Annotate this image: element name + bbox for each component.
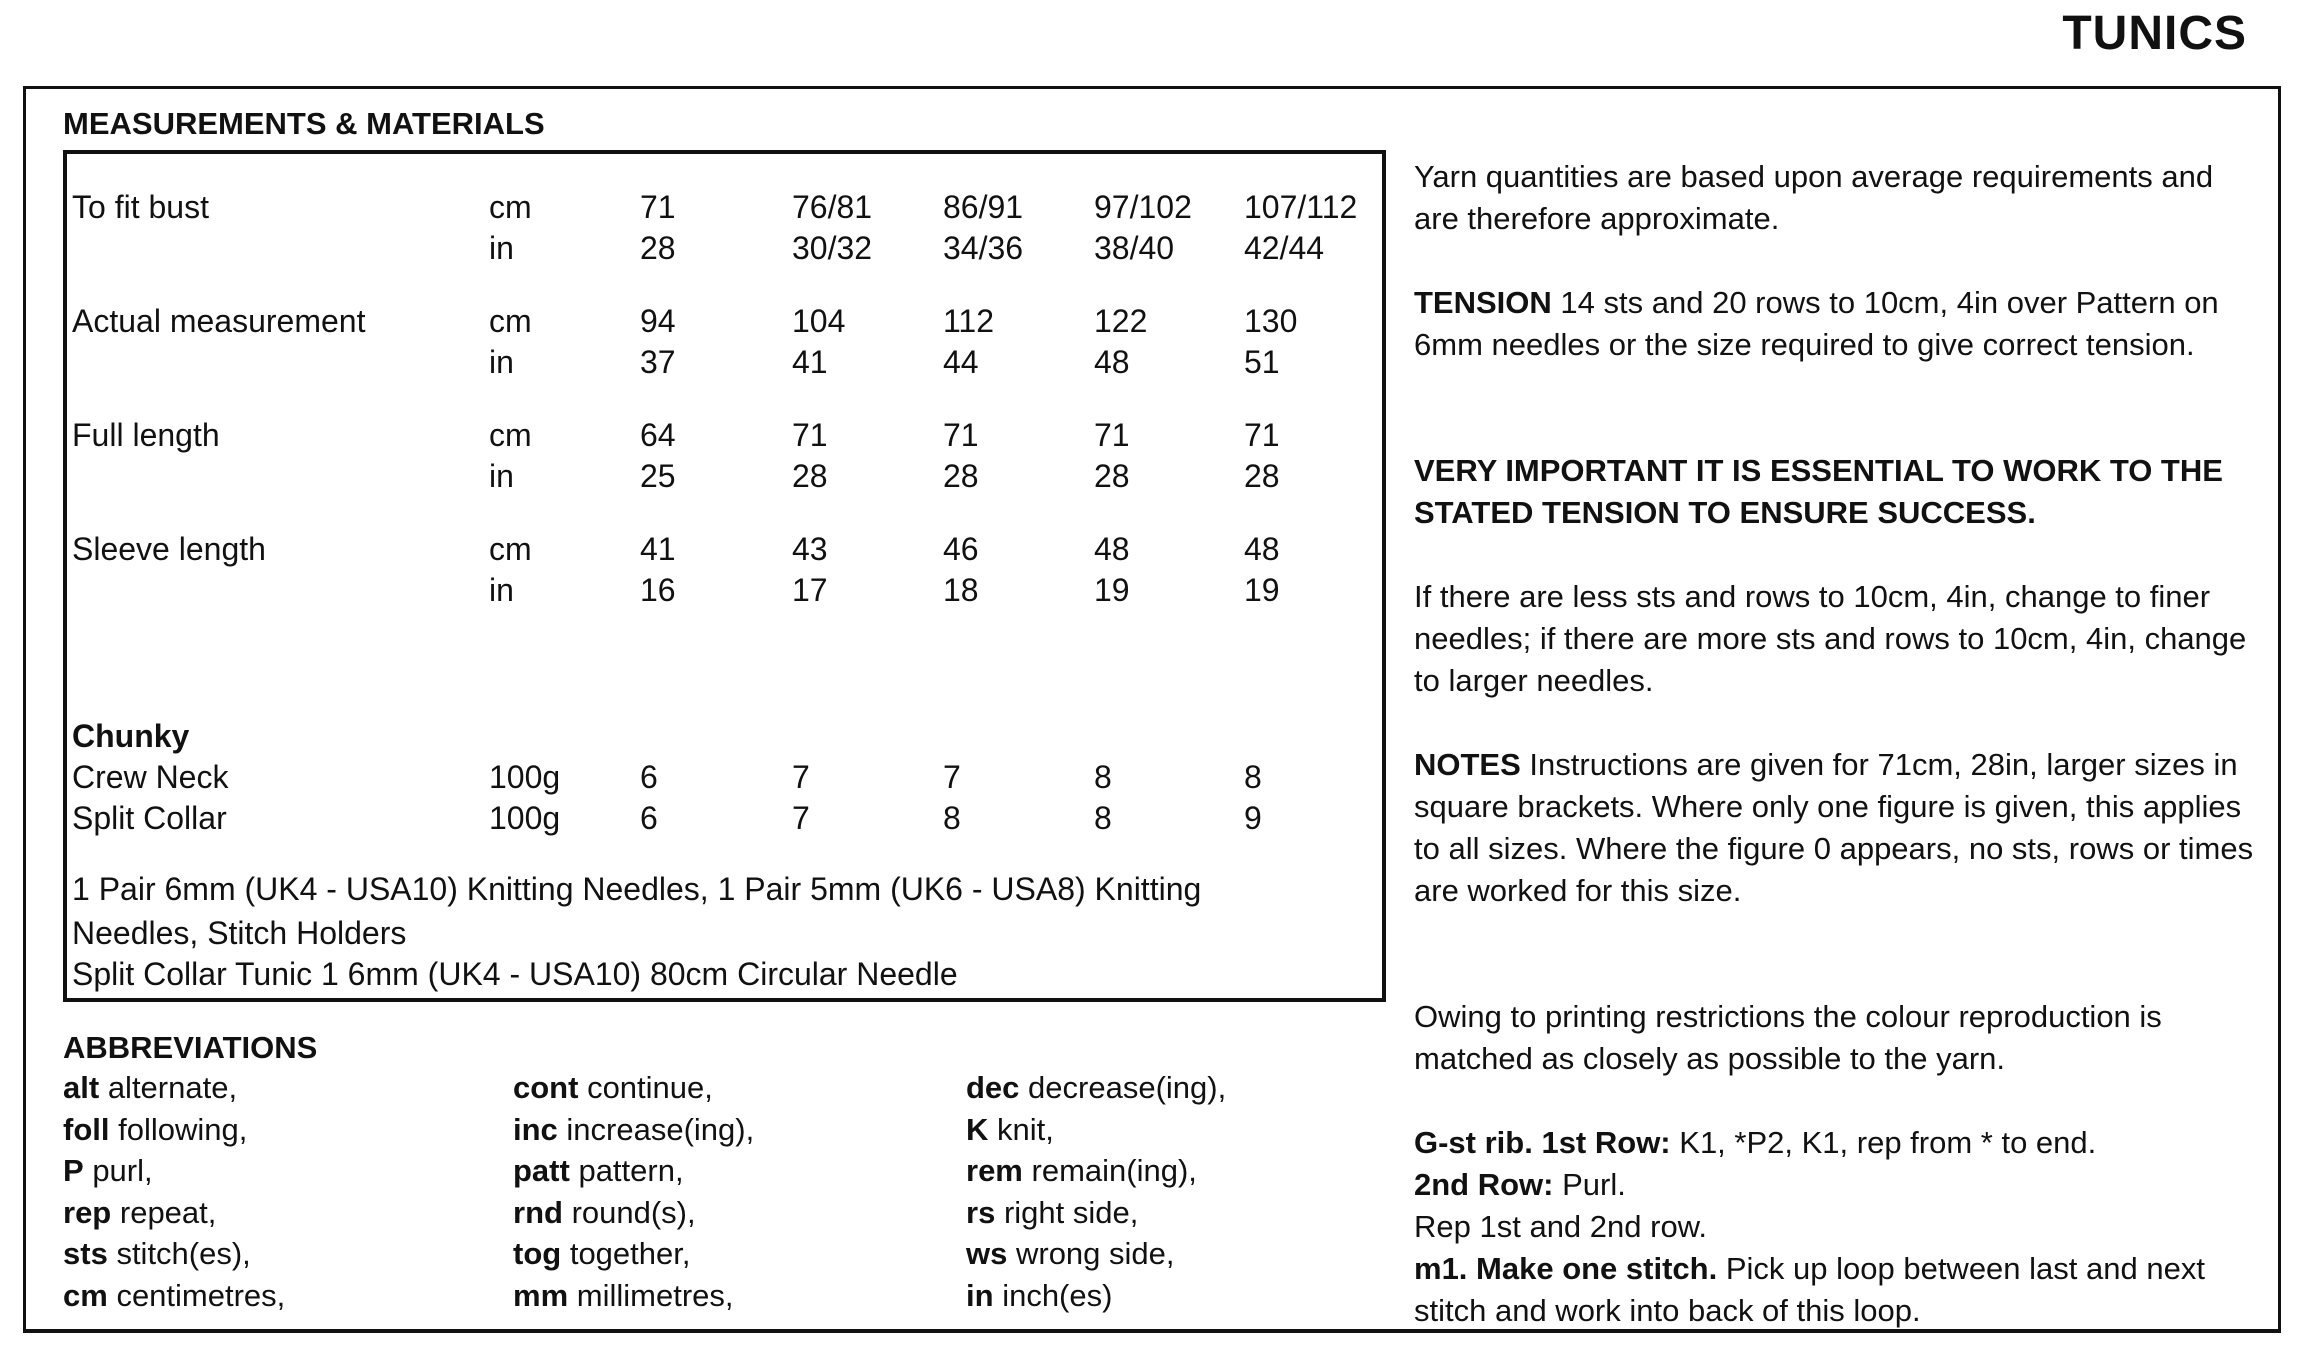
size-value: 48	[1094, 531, 1130, 567]
abbreviation-meaning: knit,	[997, 1111, 1054, 1147]
size-value: 46	[943, 531, 979, 567]
abbreviation-item	[966, 1238, 1175, 1269]
size-value: 71	[1244, 417, 1280, 453]
size-value: 48	[1094, 344, 1130, 380]
yarn-quantity: 8	[943, 800, 961, 836]
abbreviation-meaning: decrease(ing),	[1028, 1070, 1227, 1105]
measurements-heading: MEASUREMENTS & MATERIALS	[63, 106, 545, 141]
abbreviation-meaning: stitch(es),	[116, 1236, 251, 1271]
tension-text: 14 sts and 20 rows to 10cm, 4in over Pattern on 6mm needles or the size required to give correct tension.	[1414, 285, 2219, 362]
abbreviation-meaning: inch(es)	[1002, 1277, 1113, 1313]
unit-label: in	[489, 230, 514, 266]
unit-label: in	[489, 572, 514, 608]
gst-label: G-st rib. 1st Row:	[1414, 1125, 1671, 1160]
size-value: 17	[792, 572, 828, 608]
size-value: 41	[792, 344, 828, 380]
size-value: 71	[792, 417, 828, 453]
abbreviation-item	[63, 1155, 153, 1186]
unit-label: cm	[489, 189, 532, 225]
size-value: 19	[1244, 572, 1280, 608]
tension-section	[1414, 282, 2254, 366]
yarn-quantity: 7	[792, 759, 810, 795]
abbreviation-meaning: continue,	[587, 1070, 713, 1105]
abbreviation-item	[63, 1277, 286, 1313]
needle-line: 1 Pair 6mm (UK4 - USA10) Knitting Needles, 1 Pair 5mm (UK6 - USA8) Knitting	[72, 871, 1202, 907]
size-value: 64	[640, 417, 676, 453]
printing-note	[1414, 996, 2254, 1080]
size-value: 104	[792, 303, 846, 339]
abbreviation-item	[966, 1111, 1054, 1147]
abbreviation-code: rem	[966, 1153, 1023, 1188]
rep-text: Rep 1st and 2nd row.	[1414, 1209, 1707, 1244]
needle-line: Split Collar Tunic 1 6mm (UK4 - USA10) 80cm Circular Needle	[72, 956, 958, 992]
yarn-unit: 100g	[489, 759, 561, 795]
gst-text: K1, *P2, K1, rep from * to end.	[1679, 1125, 2097, 1160]
abbreviation-code: rs	[966, 1194, 996, 1230]
abbreviation-code: sts	[63, 1236, 108, 1271]
abbreviation-code: ws	[966, 1236, 1008, 1271]
printing-note-text: Owing to printing restrictions the colour reproduction is matched as closely as possible to the yarn.	[1414, 999, 2162, 1076]
size-value: 25	[640, 458, 676, 494]
abbreviation-code: cm	[63, 1277, 108, 1313]
abbreviation-meaning: centimetres,	[116, 1277, 286, 1313]
measurements-box	[63, 150, 1386, 1002]
unit-label: in	[489, 344, 514, 380]
abbreviation-code: P	[63, 1153, 84, 1188]
abbreviation-item	[63, 1111, 248, 1147]
size-value: 28	[1094, 458, 1130, 494]
yarn-quantity: 8	[1244, 759, 1262, 795]
size-value: 41	[640, 531, 676, 567]
size-value: 48	[1244, 531, 1280, 567]
size-value: 28	[792, 458, 828, 494]
abbreviation-item	[513, 1155, 684, 1186]
abbreviation-code: rep	[63, 1194, 112, 1230]
abbreviation-meaning: round(s),	[571, 1194, 696, 1230]
size-value: 18	[943, 572, 979, 608]
yarn-quantity: 9	[1244, 800, 1262, 836]
size-value: 42/44	[1244, 230, 1325, 266]
size-value: 71	[1094, 417, 1130, 453]
abbreviation-item	[966, 1194, 1139, 1230]
abbreviation-item	[513, 1072, 713, 1103]
abbreviation-item	[513, 1194, 696, 1230]
m1-label: m1. Make one stitch.	[1414, 1251, 1718, 1286]
unit-label: cm	[489, 417, 532, 453]
abbreviation-item	[63, 1072, 237, 1103]
abbreviation-meaning: following,	[118, 1111, 248, 1147]
abbreviation-item	[966, 1072, 1226, 1103]
abbreviation-item	[513, 1277, 734, 1313]
size-value: 30/32	[792, 230, 873, 266]
row-label: Sleeve length	[72, 531, 266, 567]
abbreviation-meaning: alternate,	[107, 1070, 238, 1105]
size-value: 44	[943, 344, 979, 380]
abbreviation-code: patt	[513, 1153, 570, 1188]
abbreviation-meaning: pattern,	[578, 1153, 684, 1188]
size-value: 43	[792, 531, 828, 567]
abbreviation-meaning: together,	[569, 1236, 691, 1271]
size-value: 28	[640, 230, 676, 266]
needle-line: Needles, Stitch Holders	[72, 915, 407, 951]
size-value: 86/91	[943, 189, 1024, 225]
yarn-quantity: 7	[943, 759, 961, 795]
abbreviation-meaning: purl,	[92, 1153, 153, 1188]
unit-label: cm	[489, 531, 532, 567]
m1-text: Pick up loop between last and next stitch and work into back of this loop.	[1414, 1251, 2205, 1328]
size-value: 51	[1244, 344, 1280, 380]
abbreviation-meaning: millimetres,	[576, 1277, 734, 1313]
abbreviation-item	[513, 1238, 690, 1269]
abbreviation-item	[63, 1194, 217, 1230]
abbreviation-item	[966, 1277, 1113, 1313]
yarn-note-text: Yarn quantities are based upon average requirements and are therefore approximate.	[1414, 159, 2214, 236]
yarn-style-label: Split Collar	[72, 800, 227, 836]
size-value: 37	[640, 344, 676, 380]
size-value: 130	[1244, 303, 1298, 339]
yarn-quantity: 6	[640, 759, 658, 795]
row2-label: 2nd Row:	[1414, 1167, 1554, 1202]
size-value: 34/36	[943, 230, 1024, 266]
size-value: 71	[640, 189, 676, 225]
tension-label: TENSION	[1414, 285, 1552, 320]
tension-adjust-text: If there are less sts and rows to 10cm, 4in, change to finer needles; if there are more sts and rows to 10cm, 4in, change to larger needles.	[1414, 579, 2247, 698]
notes-text: Instructions are given for 71cm, 28in, larger sizes in square brackets. Where only one figure is given, this applies to all sizes. Where the figure 0 appears, no sts, rows or times are worked for this size.	[1414, 747, 2254, 908]
abbreviation-code: mm	[513, 1277, 569, 1313]
tension-adjust	[1414, 576, 2254, 702]
abbreviation-code: K	[966, 1111, 989, 1147]
abbreviation-code: rnd	[513, 1194, 563, 1230]
size-value: 112	[943, 303, 995, 339]
abbreviation-meaning: remain(ing),	[1031, 1153, 1197, 1188]
notes-section	[1414, 744, 2254, 912]
abbreviation-meaning: right side,	[1003, 1194, 1139, 1230]
row-label: To fit bust	[72, 189, 209, 225]
size-value: 28	[943, 458, 979, 494]
stitch-instructions	[1414, 1122, 2254, 1332]
yarn-note	[1414, 156, 2254, 240]
yarn-style-label: Crew Neck	[72, 759, 229, 795]
size-value: 19	[1094, 572, 1130, 608]
abbreviation-item	[513, 1111, 755, 1147]
row2-text: Purl.	[1562, 1167, 1626, 1202]
abbreviation-meaning: wrong side,	[1015, 1236, 1175, 1271]
abbreviation-code: foll	[63, 1111, 110, 1147]
size-value: 97/102	[1094, 189, 1192, 225]
abbreviation-item	[63, 1238, 251, 1269]
notes-label: NOTES	[1414, 747, 1521, 782]
yarn-type: Chunky	[72, 718, 190, 754]
yarn-unit: 100g	[489, 800, 561, 836]
size-value: 71	[943, 417, 979, 453]
abbreviation-code: dec	[966, 1070, 1020, 1105]
yarn-quantity: 8	[1094, 800, 1112, 836]
abbreviation-code: alt	[63, 1070, 100, 1105]
abbreviation-code: in	[966, 1277, 994, 1313]
abbreviation-meaning: increase(ing),	[566, 1111, 755, 1147]
size-value: 107/112	[1244, 189, 1358, 225]
abbreviations-heading: ABBREVIATIONS	[63, 1030, 318, 1065]
size-value: 38/40	[1094, 230, 1175, 266]
abbreviation-meaning: repeat,	[119, 1194, 217, 1230]
page-title: TUNICS	[2062, 7, 2247, 60]
size-value: 94	[640, 303, 676, 339]
unit-label: in	[489, 458, 514, 494]
abbreviation-code: inc	[513, 1111, 558, 1147]
yarn-quantity: 6	[640, 800, 658, 836]
yarn-quantity: 7	[792, 800, 810, 836]
important-warning: VERY IMPORTANT IT IS ESSENTIAL TO WORK TO THE STATED TENSION TO ENSURE SUCCESS.	[1414, 453, 2223, 530]
abbreviation-code: tog	[513, 1236, 562, 1271]
size-value: 28	[1244, 458, 1280, 494]
abbreviation-code: cont	[513, 1070, 579, 1105]
row-label: Full length	[72, 417, 220, 453]
row-label: Actual measurement	[72, 303, 366, 339]
abbreviation-item	[966, 1155, 1197, 1186]
size-value: 122	[1094, 303, 1148, 339]
unit-label: cm	[489, 303, 532, 339]
size-value: 16	[640, 572, 676, 608]
size-value: 76/81	[792, 189, 873, 225]
yarn-quantity: 8	[1094, 759, 1112, 795]
